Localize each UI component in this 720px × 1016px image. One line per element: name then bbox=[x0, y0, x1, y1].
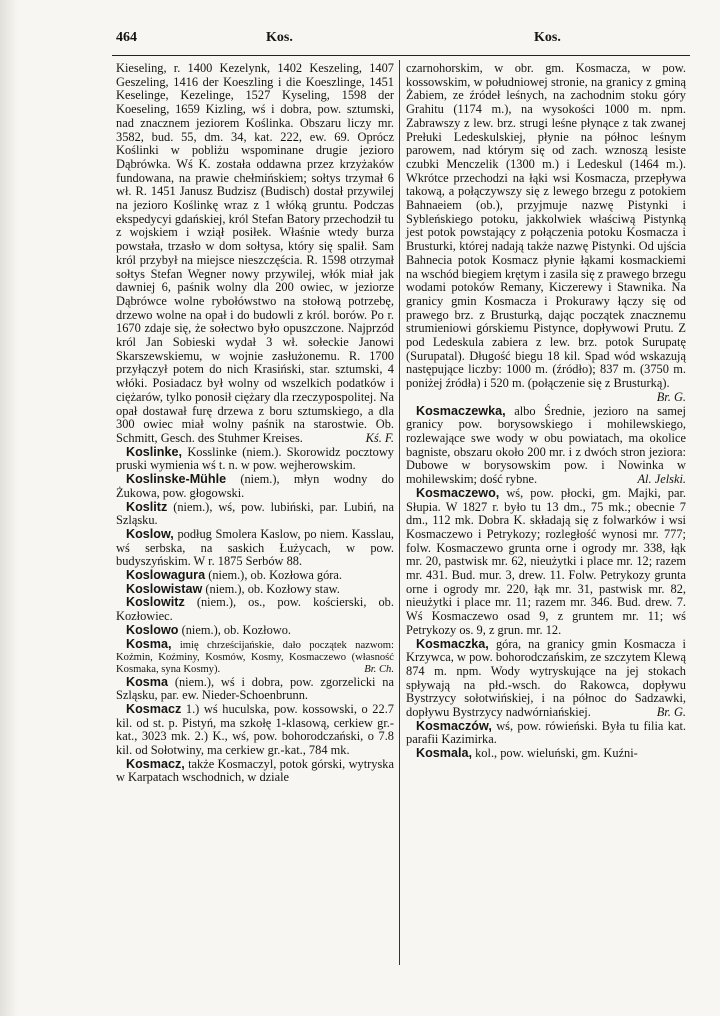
entry-headword: Kosmacz bbox=[126, 701, 182, 716]
entry-headword: Koslowitz bbox=[126, 595, 185, 610]
dictionary-entry bbox=[406, 405, 686, 487]
entry-text: góra, na granicy gmin Kosmacza i Krzywca, w pow. bohorodczańskim, ze szczytem Klewą 874 m. npm. Wody wytryskujące na jej stokach spływają na płd.-wsch. do Rakowca, dopływu Bystrzycy sołotwińskiej, i na północ do Sadzawki, dopływu Bystrzycy nadwórniańskiej. bbox=[406, 636, 686, 720]
entry-text: kol., pow. wieluński, gm. Kuźni- bbox=[475, 746, 638, 761]
dictionary-entry bbox=[116, 703, 394, 758]
page-header bbox=[116, 30, 690, 52]
entry-headword: Koslitz bbox=[126, 499, 168, 514]
entry-headword: Kosmaczewka, bbox=[416, 403, 506, 418]
entry-signature: Al. Jelski. bbox=[637, 472, 686, 487]
dictionary-entry bbox=[116, 624, 394, 638]
dictionary-entry bbox=[116, 501, 394, 528]
entry-text: (niem.), ob. Kozłowy staw. bbox=[205, 581, 340, 596]
running-head-right: Kos. bbox=[534, 30, 561, 45]
entry-text: (niem.), wś, pow. lubiński, par. Lubiń, na Szląsku. bbox=[116, 499, 394, 528]
dictionary-entry bbox=[116, 758, 394, 785]
entry-headword: Kosma, bbox=[126, 636, 172, 651]
entry-signature: Br. G. bbox=[656, 705, 686, 720]
entry-signature: Br. Ch. bbox=[364, 663, 394, 675]
dictionary-entry bbox=[406, 747, 686, 761]
entry-text: Kieseling, r. 1400 Kezelynk, 1402 Keszeling, 1407 Geszeling, 1416 der Koeszling i die Koeszlinge, 1451 Keselinge, Kezelinge, 1527 Kyseling, 1598 der Koeseling, 1659 Kizling, wś i dobra, pow. sztumski, nad znacznem jeziorem Koślinka. Obszaru liczy mr. 3582, bud. 55, dm. 34, kat. 222, ew. 69. Oprócz Koślinki w pobliżu wspominane drugie jezioro Dąbrówka. Wś K. została oddawna przez krzyżaków fundowana, na prawie chełmińskiem; sołtys trzymał 6 wł. R. 1451 Janusz Budzisz (Budisch) dostał przywilej na jezioro Koślinkę wraz z 1 włóką gruntu. Podczas ekspedycyi gdańskiej, król Stefan Batory przechodził tu z wojskiem i wziął posiłek. Właśnie wtedy burza powstała, trzasło w dom sołtysa, który się spalił. Sam król przybył na miejsce nieszczęścia. R. 1598 otrzymał sołtys Stefan Wegner nowy przywilej, włók miał jak dawniej 6, paśnik wolny dla 200 owiec, w jeziorze Dąbrówce wolne rybołówstwo na stołową potrzebę, drzewo wolne na opał i do budowli z król. borów. Po r. 1670 zdaje się, że sołectwo było opuszczone. Najprzód król Jan Sobieski wydał 3 wł. sołeckie Janowi Skarszewskiemu, w wojnie zasłużonemu. R. 1700 przyłączył potem do nich Krasiński, star. sztumski, 4 włóki. Posiadacz był wolny od wszelkich podatków i ciężarów, tylko ponosił ciężary dla rzeczypospolitej. Na opał dostawał furę drzewa z boru sztumskiego, a dla 300 owiec miał wolny paśnik na starostwie. Ob. Schmitt, Gesch. des Stuhmer Kreises. bbox=[116, 61, 394, 445]
entry-text: (niem.), młyn wodny do Żukowa, pow. głogowski. bbox=[116, 472, 394, 500]
dictionary-entry bbox=[116, 62, 394, 446]
entry-text: (niem.), wś i dobra, pow. zgorzelicki na Szląsku, par. ew. Nieder-Schoenbrunn. bbox=[116, 674, 394, 703]
entry-text: czarnohorskim, w obr. gm. Kosmacza, w pow. kossowskim, w południowej stronie, na granicy z gminą Żabiem, ze źródeł leśnych, na zachodnim stoku góry Grahitu (1174 m.), na wysokości 1000 m. npm. Zabrawszy z lew. brz. strugi leśne płynące z tak zwanej Prełuki Ledeskulskiej, płynie na północ leśnym parowem, nad którym się od zach. wznoszą lesiste czubki Menczelik (1300 m.) i Ledeskul (1464 m.). Wkrótce przechodzi na łąki wsi Kosmacza, przepływa takową, a połączywszy się z lewego brzegu z potokiem Bahnaeiem (ob.), przyjmuje nazwę Pistynki i Sybleńskiego potoku, jakkolwiek właściwą Pistynką jest potok powstający z połączenia potoku Kosmacza i Brusturki, której nadają także nazwę Pistynki. Od ujścia Bahnecia potok Kosmacz płynie łąkami kosmackiemi na wschód biegiem krętym i zasila się z prawego brzegu wodami potoków Remany, Kiczerewy i Stawnika. Na granicy gmin Kosmacza i Prokurawy łączy się od prawego brz. z Brusturką, dając początek znacznemu strumieniowi górskiemu Pistynce, dopływowi Prutu. Z pod Ledeskula zabiera z lew. brz. potok Surupatę (Surupatal). Długość biegu 18 kil. Spad wód wskazują następujące liczby: 1000 m. (źródło); 837 m. (3750 m. poniżej źródła) i 520 m. (połączenie się z Brusturką). bbox=[406, 61, 686, 391]
entry-headword: Koslow, bbox=[126, 526, 174, 541]
entry-headword: Kosmaczów, bbox=[416, 718, 492, 733]
page-edge-shadow bbox=[0, 0, 18, 1016]
header-rule bbox=[112, 55, 690, 56]
entry-text: 1.) wś huculska, pow. kossowski, o 22.7 kil. od st. p. Pistyń, ma szkołę 1-klasową, cerkiew gr.-kat., 3023 mk. 2.) K., wś, pow. bohorodczański, o 7.8 kil. od Sołotwiny, ma cerkiew gr.-kat., 784 mk. bbox=[116, 701, 394, 758]
right-column bbox=[406, 62, 686, 761]
entry-text: (niem.), ob. Kozłowo. bbox=[181, 622, 292, 637]
page-number: 464 bbox=[116, 30, 137, 45]
entry-headword: Kosmaczewo, bbox=[416, 485, 500, 500]
entry-text: także Kosmaczyl, potok górski, wytryska w Karpatach wschodnich, w dziale bbox=[116, 756, 394, 785]
dictionary-entry bbox=[116, 569, 394, 583]
entry-headword: Kosma bbox=[126, 674, 168, 689]
dictionary-entry bbox=[116, 446, 394, 473]
column-divider bbox=[399, 60, 400, 965]
entry-signature: Kś. F. bbox=[365, 430, 394, 445]
entry-signature: Br. G. bbox=[656, 389, 686, 404]
entry-text: wś, pow. rówieński. Była tu filia kat. parafii Kazimirka. bbox=[406, 718, 686, 747]
entry-headword: Koslowistaw bbox=[126, 581, 203, 596]
entry-text: Kosslinke (niem.). Skorowidz pocztowy pruski wymienia wś t. n. w pow. wejherowskim. bbox=[116, 444, 394, 473]
dictionary-entry bbox=[406, 638, 686, 720]
entry-headword: Koslowo bbox=[126, 622, 179, 637]
entry-text: imię chrześcijańskie, dało początek nazwom: Koźmin, Koźminy, Kosmów, Kosmy, Kosmaczewo (własność Kosmaka, syna Kosmy). bbox=[116, 639, 394, 675]
dictionary-entry bbox=[116, 583, 394, 597]
dictionary-entry bbox=[116, 528, 394, 569]
dictionary-entry bbox=[116, 638, 394, 676]
dictionary-entry bbox=[406, 487, 686, 638]
left-column bbox=[116, 62, 394, 785]
entry-headword: Koslowagura bbox=[126, 568, 206, 583]
entry-text: wś, pow. płocki, gm. Majki, par. Słupia. W 1827 r. było tu 13 dm., 75 mk.; obecnie 7 dm., 112 mk. Dobra K. składają się z folwarków i wsi Kosmaczewo i Petrykozy; rozległość wynosi mr. 777; folw. Kosmaczewo grunta orne i ogrody mr. 338, łąk mr. 20, pastwisk mr. 62, nieużytki i place mr. 12; razem mr. 431. Bud. mur. 3, drew. 11. Folw. Petrykozy grunta orne i ogrody mr. 220, łąk mr. 31, pastwisk mr. 82, nieużytki i place mr. 11; razem mr. 346. Bud. drew. 7. Wś Kosmaczewo osad 9, z gruntem mr. 11; wś Petrykozy os. 9, z grun. mr. 12. bbox=[406, 485, 686, 637]
entry-text: (niem.), os., pow. kościerski, ob. Kozłowiec. bbox=[116, 595, 394, 624]
entry-headword: Koslinske-Mühle bbox=[126, 472, 227, 487]
entry-text: podług Smolera Kaslow, po niem. Kasslau, wś serbska, na saskich Łużycach, w pow. budyszyńskim. W r. 1875 Serbów 88. bbox=[116, 526, 394, 569]
entry-headword: Kosmaczka, bbox=[416, 636, 489, 651]
dictionary-entry bbox=[116, 596, 394, 623]
dictionary-entry bbox=[116, 473, 394, 500]
dictionary-entry bbox=[406, 62, 686, 405]
entry-text: albo Średnie, jezioro na samej granicy pow. borysowskiego i mohilewskiego, rozlewające swe wody w obu powiatach, ma okolice bagniste, obszaru około 200 mr. i z dwóch stron jeziora: Dubowe w borysowskim pow. i Nowinka w mohilewskim; dość rybne. bbox=[406, 403, 686, 487]
entry-headword: Koslinke, bbox=[126, 444, 182, 459]
dictionary-entry bbox=[406, 720, 686, 747]
entry-headword: Kosmala, bbox=[416, 746, 472, 761]
entry-headword: Kosmacz, bbox=[126, 756, 185, 771]
entry-text: (niem.), ob. Kozłowa góra. bbox=[208, 568, 343, 583]
running-head-left: Kos. bbox=[266, 30, 293, 45]
dictionary-entry bbox=[116, 676, 394, 703]
